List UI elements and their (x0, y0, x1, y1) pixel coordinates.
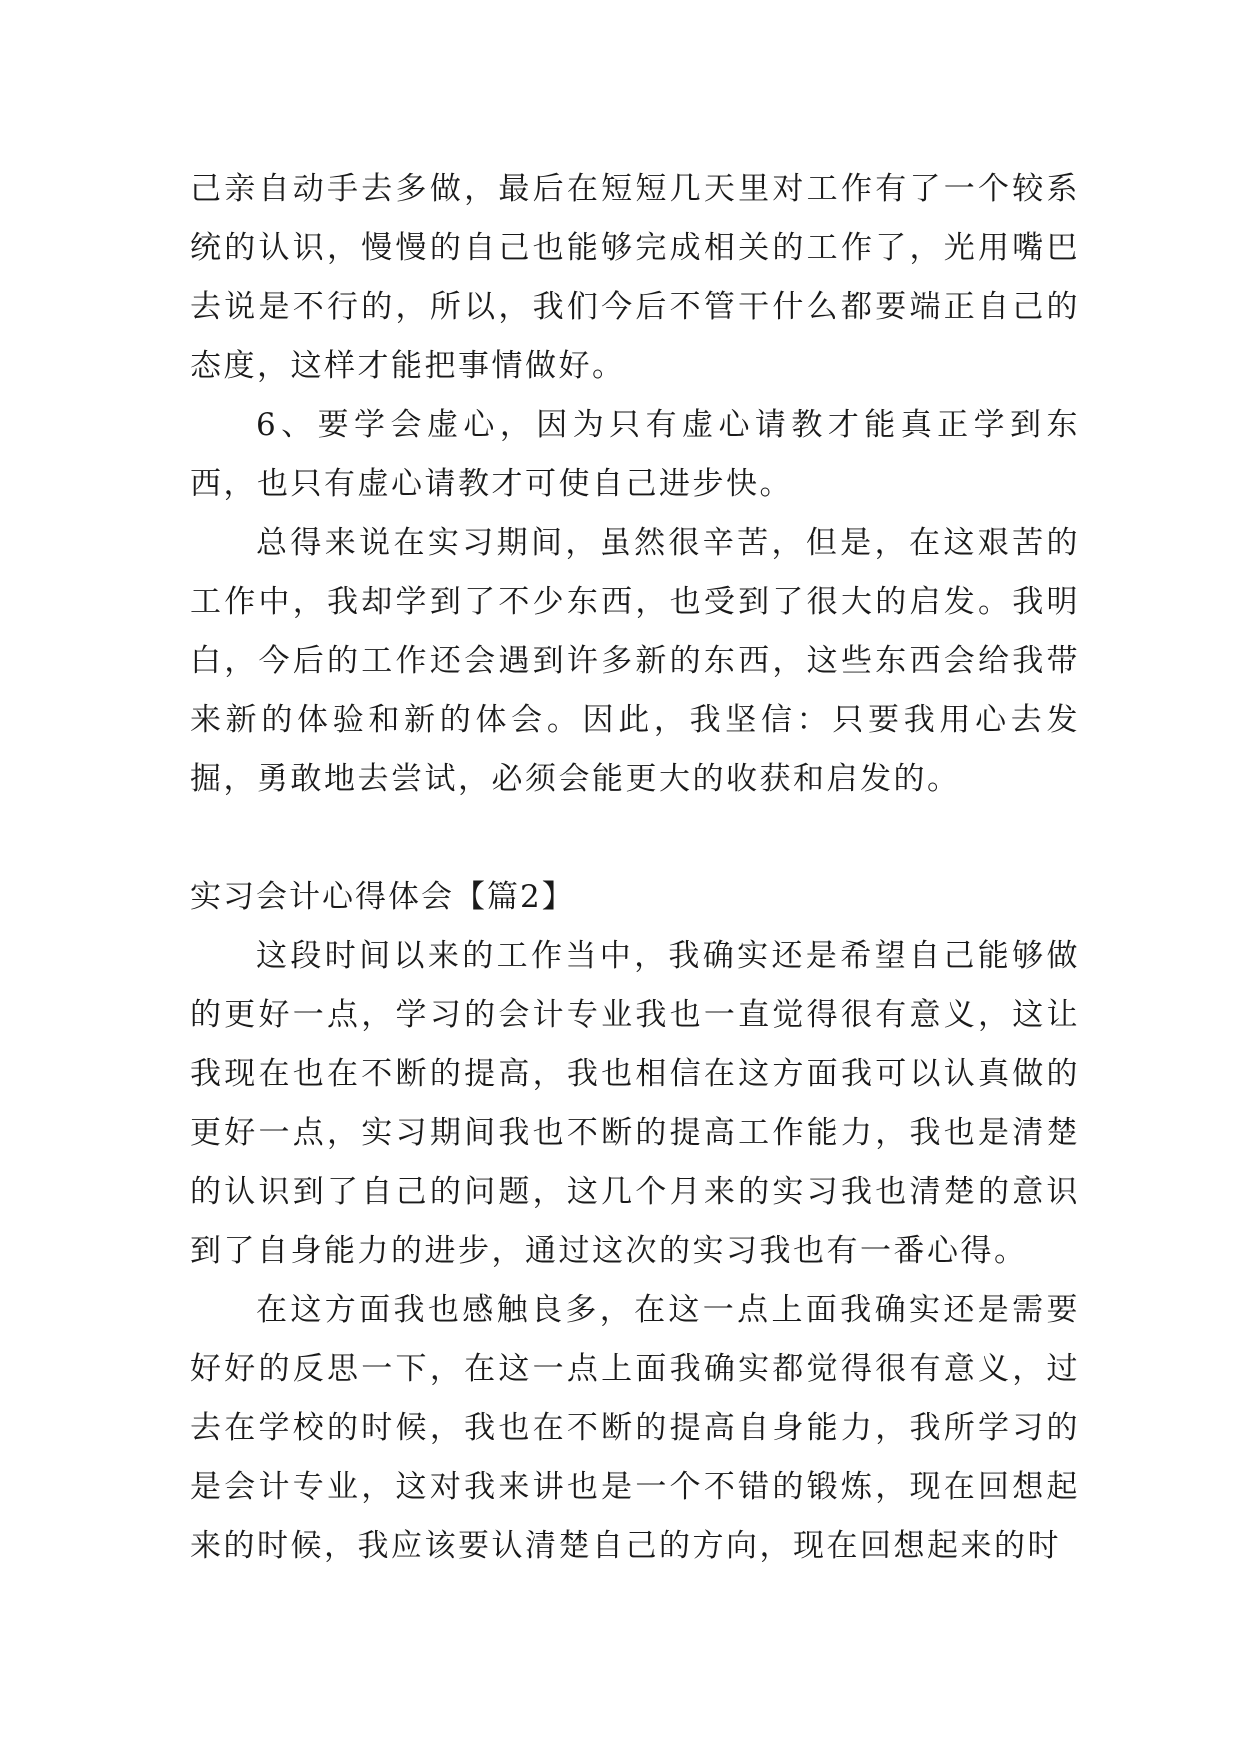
paragraph-section2-1: 这段时间以来的工作当中，我确实还是希望自己能够做的更好一点，学习的会计专业我也一直觉得很有意义，这让我现在也在不断的提高，我也相信在这方面我可以认真做的更好一点，实习期间我也不断的提高工作能力，我也是清楚的认识到了自己的问题，这几个月来的实习我也清楚的意识到了自身能力的进步，通过这次的实习我也有一番心得。 (190, 938, 1080, 1269)
paragraph-summary: 总得来说在实习期间，虽然很辛苦，但是，在这艰苦的工作中，我却学到了不少东西，也受到了很大的启发。我明白，今后的工作还会遇到许多新的东西，这些东西会给我带来新的体验和新的体会。因此，我坚信：只要我用心去发掘，勇敢地去尝试，必须会能更大的收获和启发的。 (190, 525, 1080, 797)
paragraph-item-6: 6、要学会虚心，因为只有虚心请教才能真正学到东西，也只有虚心请教才可使自己进步快。 (190, 407, 1080, 502)
paragraph-continuation: 己亲自动手去多做，最后在短短几天里对工作有了一个较系统的认识，慢慢的自己也能够完成相关的工作了，光用嘴巴去说是不行的，所以，我们今后不管干什么都要端正自己的态度，这样才能把事情做好。 (190, 171, 1080, 384)
document-body (190, 160, 1080, 1576)
paragraph-section2-2: 在这方面我也感触良多，在这一点上面我确实还是需要好好的反思一下，在这一点上面我确实都觉得很有意义，过去在学校的时候，我也在不断的提高自身能力，我所学习的是会计专业，这对我来讲也是一个不错的锻炼，现在回想起来的时候，我应该要认清楚自己的方向，现在回想起来的时 (190, 1292, 1080, 1564)
section-heading: 实习会计心得体会【篇2】 (190, 879, 575, 915)
